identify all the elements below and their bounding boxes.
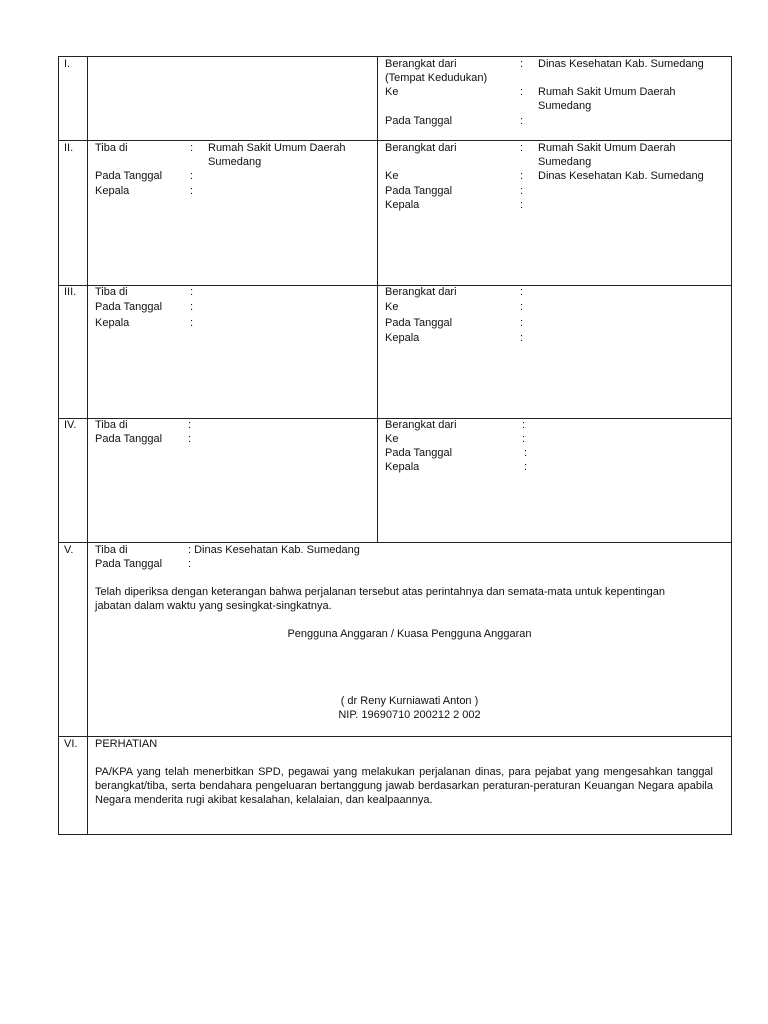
colon: : bbox=[190, 286, 194, 298]
row5-fields bbox=[95, 543, 715, 573]
colon: : bbox=[190, 142, 194, 154]
colon: : bbox=[190, 317, 194, 329]
border-right bbox=[731, 56, 732, 835]
colon: : bbox=[520, 332, 524, 344]
row-number: I. bbox=[64, 58, 71, 70]
colon: : bbox=[522, 433, 526, 445]
row4-left-fields bbox=[95, 418, 373, 450]
tanggal-label: Pada Tanggal bbox=[95, 170, 163, 182]
colon: : bbox=[188, 433, 192, 445]
colon: : bbox=[522, 419, 526, 431]
ke-label: Ke bbox=[385, 301, 399, 313]
kepala-label: Kepala bbox=[385, 332, 420, 344]
row2-left-fields bbox=[95, 141, 373, 201]
kepala-label: Kepala bbox=[385, 461, 420, 473]
spd-back-form bbox=[58, 56, 732, 835]
row3-right-fields bbox=[385, 285, 725, 347]
colon: : bbox=[520, 142, 524, 154]
tiba-label: Tiba di bbox=[95, 419, 128, 431]
border-bottom bbox=[58, 834, 732, 835]
tanggal-label: Pada Tanggal bbox=[95, 301, 163, 313]
ke-label: Ke bbox=[385, 86, 399, 98]
colon: : bbox=[520, 170, 524, 182]
colon: : bbox=[520, 199, 524, 211]
signatory-title: Pengguna Anggaran / Kuasa Pengguna Anggaran bbox=[287, 628, 532, 640]
tanggal-label: Pada Tanggal bbox=[385, 447, 453, 459]
colon: : bbox=[190, 301, 194, 313]
berangkat-label: Berangkat dari bbox=[385, 286, 457, 298]
perhatian-heading: PERHATIAN bbox=[95, 738, 158, 750]
tanggal-label: Pada Tanggal bbox=[95, 558, 163, 570]
colon: : bbox=[520, 86, 524, 98]
kepala-label: Kepala bbox=[95, 317, 130, 329]
berangkat-value: Rumah Sakit Umum Daerah bbox=[538, 142, 676, 154]
border-left bbox=[58, 56, 59, 835]
colon: : bbox=[524, 461, 528, 473]
berangkat-label: Berangkat dari bbox=[385, 419, 457, 431]
tiba-value-cont: Sumedang bbox=[208, 156, 262, 168]
ke-value: Dinas Kesehatan Kab. Sumedang bbox=[538, 170, 704, 182]
row-number: II. bbox=[64, 142, 74, 154]
row-number: III. bbox=[64, 286, 77, 298]
berangkat-label: Berangkat dari bbox=[385, 58, 457, 70]
colon: : bbox=[190, 170, 194, 182]
colon: : bbox=[190, 185, 194, 197]
ke-label: Ke bbox=[385, 170, 399, 182]
perhatian-body: PA/KPA yang telah menerbitkan SPD, pegawai yang melakukan perjalanan dinas, para pejabat yang mengesahkan tanggal berangkat/tiba, serta bendahara pengeluaran bertanggung jawab berdasarkan peraturan-peraturan Keuangan Negara apabila Negara menderita rugi akibat kesalahan, kelalaian, dan kealpaannya. bbox=[95, 766, 713, 806]
colon: : bbox=[520, 317, 524, 329]
row-number: VI. bbox=[64, 738, 78, 750]
colon: : bbox=[188, 558, 192, 570]
row3-left-fields bbox=[95, 285, 373, 333]
tiba-label: Tiba di bbox=[95, 142, 128, 154]
row2-right-fields bbox=[385, 141, 725, 216]
colon: : bbox=[188, 419, 192, 431]
signatory-nip: NIP. 19690710 200212 2 002 bbox=[338, 709, 481, 721]
berangkat-label: Berangkat dari bbox=[385, 142, 457, 154]
tanggal-label: Pada Tanggal bbox=[385, 115, 453, 127]
tempat-kedudukan-label: (Tempat Kedudukan) bbox=[385, 72, 488, 84]
colon: : bbox=[520, 58, 524, 70]
tiba-value: Rumah Sakit Umum Daerah bbox=[208, 142, 346, 154]
colon: : bbox=[520, 115, 524, 127]
berangkat-value-cont: Sumedang bbox=[538, 156, 592, 168]
tiba-label: Tiba di bbox=[95, 286, 128, 298]
kepala-label: Kepala bbox=[95, 185, 130, 197]
colon: : bbox=[520, 301, 524, 313]
berangkat-value: Dinas Kesehatan Kab. Sumedang bbox=[538, 58, 704, 70]
row-divider bbox=[58, 736, 732, 737]
tanggal-label: Pada Tanggal bbox=[95, 433, 163, 445]
colon: : bbox=[520, 185, 524, 197]
tanggal-label: Pada Tanggal bbox=[385, 317, 453, 329]
row-number: V. bbox=[64, 544, 74, 556]
kepala-label: Kepala bbox=[385, 199, 420, 211]
ke-value: Rumah Sakit Umum Daerah bbox=[538, 86, 676, 98]
row4-right-fields bbox=[385, 418, 725, 476]
row1-right-fields bbox=[385, 57, 725, 137]
colon: : bbox=[524, 447, 528, 459]
ke-label: Ke bbox=[385, 433, 399, 445]
colon: : bbox=[520, 286, 524, 298]
row-number: IV. bbox=[64, 419, 77, 431]
middle-column-divider bbox=[377, 56, 378, 543]
tiba-label: Tiba di bbox=[95, 544, 128, 556]
ke-value-cont: Sumedang bbox=[538, 100, 592, 112]
verification-statement: Telah diperiksa dengan keterangan bahwa perjalanan tersebut atas perintahnya dan semata-mata untuk kepentingan jabatan dalam waktu yang sesingkat-singkatnya. bbox=[95, 586, 665, 612]
signatory-name: ( dr Reny Kurniawati Anton ) bbox=[340, 695, 479, 707]
tanggal-label: Pada Tanggal bbox=[385, 185, 453, 197]
tiba-value: : Dinas Kesehatan Kab. Sumedang bbox=[188, 544, 360, 556]
